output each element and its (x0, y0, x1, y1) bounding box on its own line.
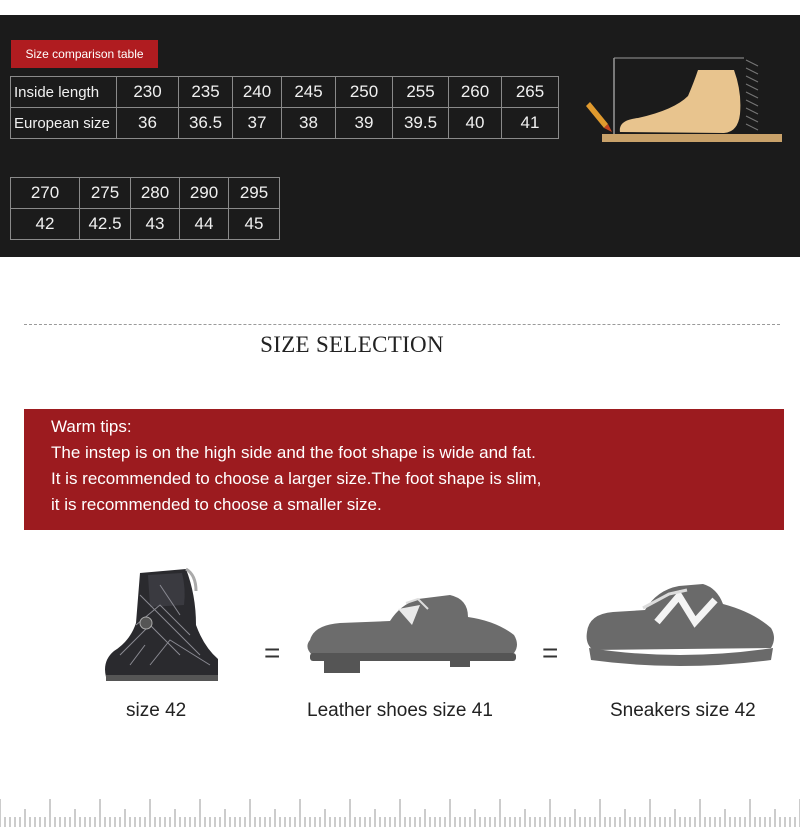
tips-title: Warm tips: (51, 417, 132, 436)
table-cell: 265 (502, 77, 559, 108)
table-cell: 295 (229, 178, 280, 209)
table-cell: 41 (502, 108, 559, 139)
boot-caption: size 42 (126, 700, 187, 721)
table-cell: 250 (336, 77, 393, 108)
table-cell: 235 (179, 77, 233, 108)
table-cell: 290 (180, 178, 229, 209)
equals-sign: = (264, 637, 281, 668)
table-cell: 44 (180, 209, 229, 240)
table-cell: 36 (117, 108, 179, 139)
european-size-row (11, 209, 280, 240)
table-cell: 42 (11, 209, 80, 240)
table-cell: 39.5 (393, 108, 449, 139)
ruler-decoration (0, 795, 800, 827)
table-cell: 270 (11, 178, 80, 209)
european-size-row (11, 108, 559, 139)
inside-length-row (11, 77, 559, 108)
row-label: Inside length (11, 77, 117, 108)
snowboard-boot-image (100, 565, 220, 690)
table-cell: 260 (449, 77, 502, 108)
table-cell: 40 (449, 108, 502, 139)
table-cell: 38 (282, 108, 336, 139)
tips-text: it is recommended to choose a smaller size. (51, 495, 382, 514)
table-cell: 37 (233, 108, 282, 139)
table-cell: 280 (131, 178, 180, 209)
table-cell: 240 (233, 77, 282, 108)
table-cell: 42.5 (80, 209, 131, 240)
sneaker-caption: Sneakers size 42 (610, 700, 756, 721)
table-cell: 36.5 (179, 108, 233, 139)
tips-text: It is recommended to choose a larger size.The foot shape is slim, (51, 469, 542, 488)
table-cell: 230 (117, 77, 179, 108)
equals-sign: = (542, 637, 559, 668)
warm-tips-box (24, 409, 784, 530)
leather-shoe-caption: Leather shoes size 41 (307, 700, 493, 721)
size-table-part1 (10, 76, 559, 139)
table-cell: 39 (336, 108, 393, 139)
foot-measurement-illustration (584, 52, 784, 152)
size-table-part2 (10, 177, 280, 240)
table-cell: 45 (229, 209, 280, 240)
table-cell: 255 (393, 77, 449, 108)
row-label: European size (11, 108, 117, 139)
section-divider (24, 324, 780, 325)
inside-length-row (11, 178, 280, 209)
leather-shoe-image (300, 595, 520, 675)
table-cell: 43 (131, 209, 180, 240)
table-cell: 245 (282, 77, 336, 108)
tips-text: The instep is on the high side and the foot shape is wide and fat. (51, 443, 536, 462)
table-cell: 275 (80, 178, 131, 209)
size-selection-heading: SIZE SELECTION (260, 332, 444, 357)
sneaker-image (583, 582, 778, 672)
size-table-badge: Size comparison table (11, 40, 158, 68)
